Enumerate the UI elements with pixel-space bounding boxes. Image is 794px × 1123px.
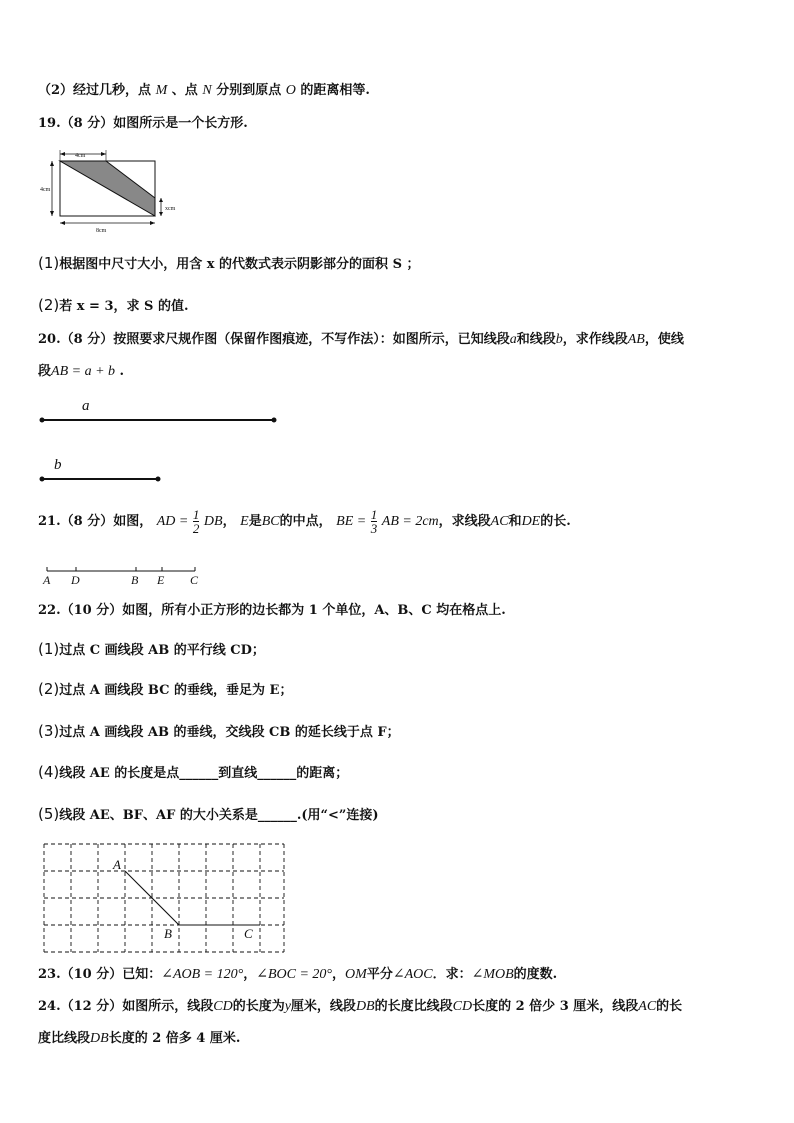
q22-item-3: (3)过点 A 画线段 AB 的垂线，交线段 CB 的延长线于点 F；	[38, 722, 400, 740]
math-N: N	[202, 83, 212, 98]
shaded-region	[60, 161, 155, 216]
q23-text: 23.（10 分）已知：∠AOB = 120°，∠BOC = 20°，OM平分∠AOC．求：∠MOB的度数.	[38, 967, 558, 982]
grid-point-A: A	[113, 857, 121, 872]
q18-part2: （2）经过几秒，点 M 、点 N 分别到原点 O 的距离相等.	[38, 83, 370, 98]
q22-heading: 22.（10 分）如图，所有小正方形的边长都为 1 个单位，A、B、C 均在格点上.	[38, 603, 506, 618]
point-D-label: D	[71, 573, 80, 587]
q22-item-2: (2)过点 A 画线段 BC 的垂线，垂足为 E；	[38, 680, 293, 698]
left-dim-label: 4cm	[40, 187, 51, 193]
q22-item-5: (5)线段 AE、BF、AF 的大小关系是______.(用“<”连接)	[38, 805, 379, 823]
point-E-label: E	[157, 573, 165, 587]
bottom-dim-label: 8cm	[96, 228, 107, 234]
q24-line1: 24.（12 分）如图所示，线段CD的长度为y厘米，线段DB的长度比线段CD长度的 2 倍少 3 厘米，线段AC的长	[38, 999, 683, 1014]
math-O: O	[285, 83, 296, 98]
grid-point-C: C	[244, 926, 253, 941]
right-dim-label: xcm	[165, 206, 176, 212]
q19-item-1: (1)根据图中尺寸大小，用含 x 的代数式表示阴影部分的面积 S ；	[38, 254, 420, 272]
q22-item-4: (4)线段 AE 的长度是点______到直线______的距离；	[38, 763, 349, 781]
q19-rectangle-figure	[38, 146, 188, 234]
q21-text: 21.（8 分）如图， AD = $\frac{1}{2}$ DB， E是BC的中点， BE = $\frac{1}{3}$ AB = 2cm，求线段AC和DE的长.	[38, 507, 571, 536]
q20-text-line1: 20.（8 分）按照要求尺规作图（保留作图痕迹，不写作法）：如图所示，已知线段a和线段b，求作线段AB，使线	[38, 332, 684, 347]
segment-a-label: a	[82, 398, 90, 414]
point-A-label: A	[43, 573, 51, 587]
segment-b-label: b	[54, 457, 62, 473]
q20-text-line2: 段AB = a + b .	[38, 364, 125, 379]
q22-item-1: (1)过点 C 画线段 AB 的平行线 CD；	[38, 640, 265, 658]
point-C-label: C	[190, 573, 199, 587]
math-M: M	[155, 83, 168, 98]
q19-heading: 19.（8 分）如图所示是一个长方形.	[38, 116, 248, 131]
fraction-third: $\frac{1}{3}$	[370, 507, 378, 536]
q20-segments-figure	[36, 392, 286, 492]
top-dim-label: 4cm	[75, 153, 86, 159]
point-B-label: B	[131, 573, 139, 587]
q19-item-2: (2)若 x = 3，求 S 的值.	[38, 296, 189, 314]
grid-point-B: B	[164, 926, 172, 941]
q22-grid-figure	[42, 842, 288, 956]
fraction-half: $\frac{1}{2}$	[192, 507, 200, 536]
q24-line2: 度比线段DB长度的 2 倍多 4 厘米.	[38, 1031, 241, 1046]
q21-line-figure	[40, 562, 210, 588]
